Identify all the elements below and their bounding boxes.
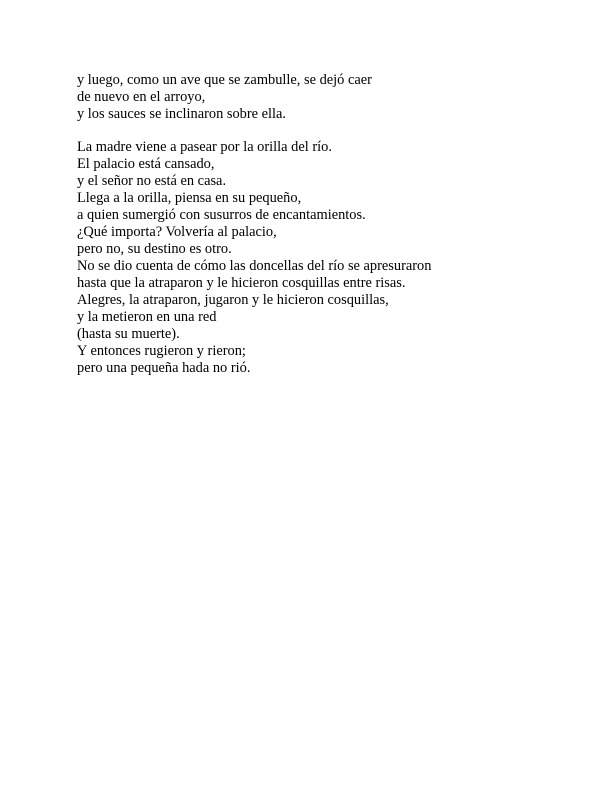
poem-line: hasta que la atraparon y le hicieron cosquillas entre risas. — [77, 275, 406, 291]
poem-line: El palacio está cansado, — [77, 156, 215, 172]
poem-line: a quien sumergió con susurros de encantamientos. — [77, 207, 366, 223]
poem-line: No se dio cuenta de cómo las doncellas del río se apresuraron — [77, 258, 432, 274]
poem-line: Y entonces rugieron y rieron; — [77, 343, 246, 359]
stanza-2 — [77, 139, 431, 377]
poem-line: pero no, su destino es otro. — [77, 241, 232, 257]
poem-line: Llega a la orilla, piensa en su pequeño, — [77, 190, 302, 206]
poem-line: y el señor no está en casa. — [77, 173, 227, 189]
poem-line: (hasta su muerte). — [77, 326, 180, 342]
poem-line: y los sauces se inclinaron sobre ella. — [77, 106, 287, 122]
poem-line: ¿Qué importa? Volvería al palacio, — [77, 224, 277, 240]
poem-line: de nuevo en el arroyo, — [77, 89, 206, 105]
poem-line: Alegres, la atraparon, jugaron y le hicieron cosquillas, — [77, 292, 389, 308]
poem-line: y la metieron en una red — [77, 309, 217, 325]
poem-line: La madre viene a pasear por la orilla del río. — [77, 139, 332, 155]
poem-line: y luego, como un ave que se zambulle, se dejó caer — [77, 72, 372, 88]
stanza-1 — [77, 72, 372, 123]
poem-line: pero una pequeña hada no rió. — [77, 360, 251, 376]
